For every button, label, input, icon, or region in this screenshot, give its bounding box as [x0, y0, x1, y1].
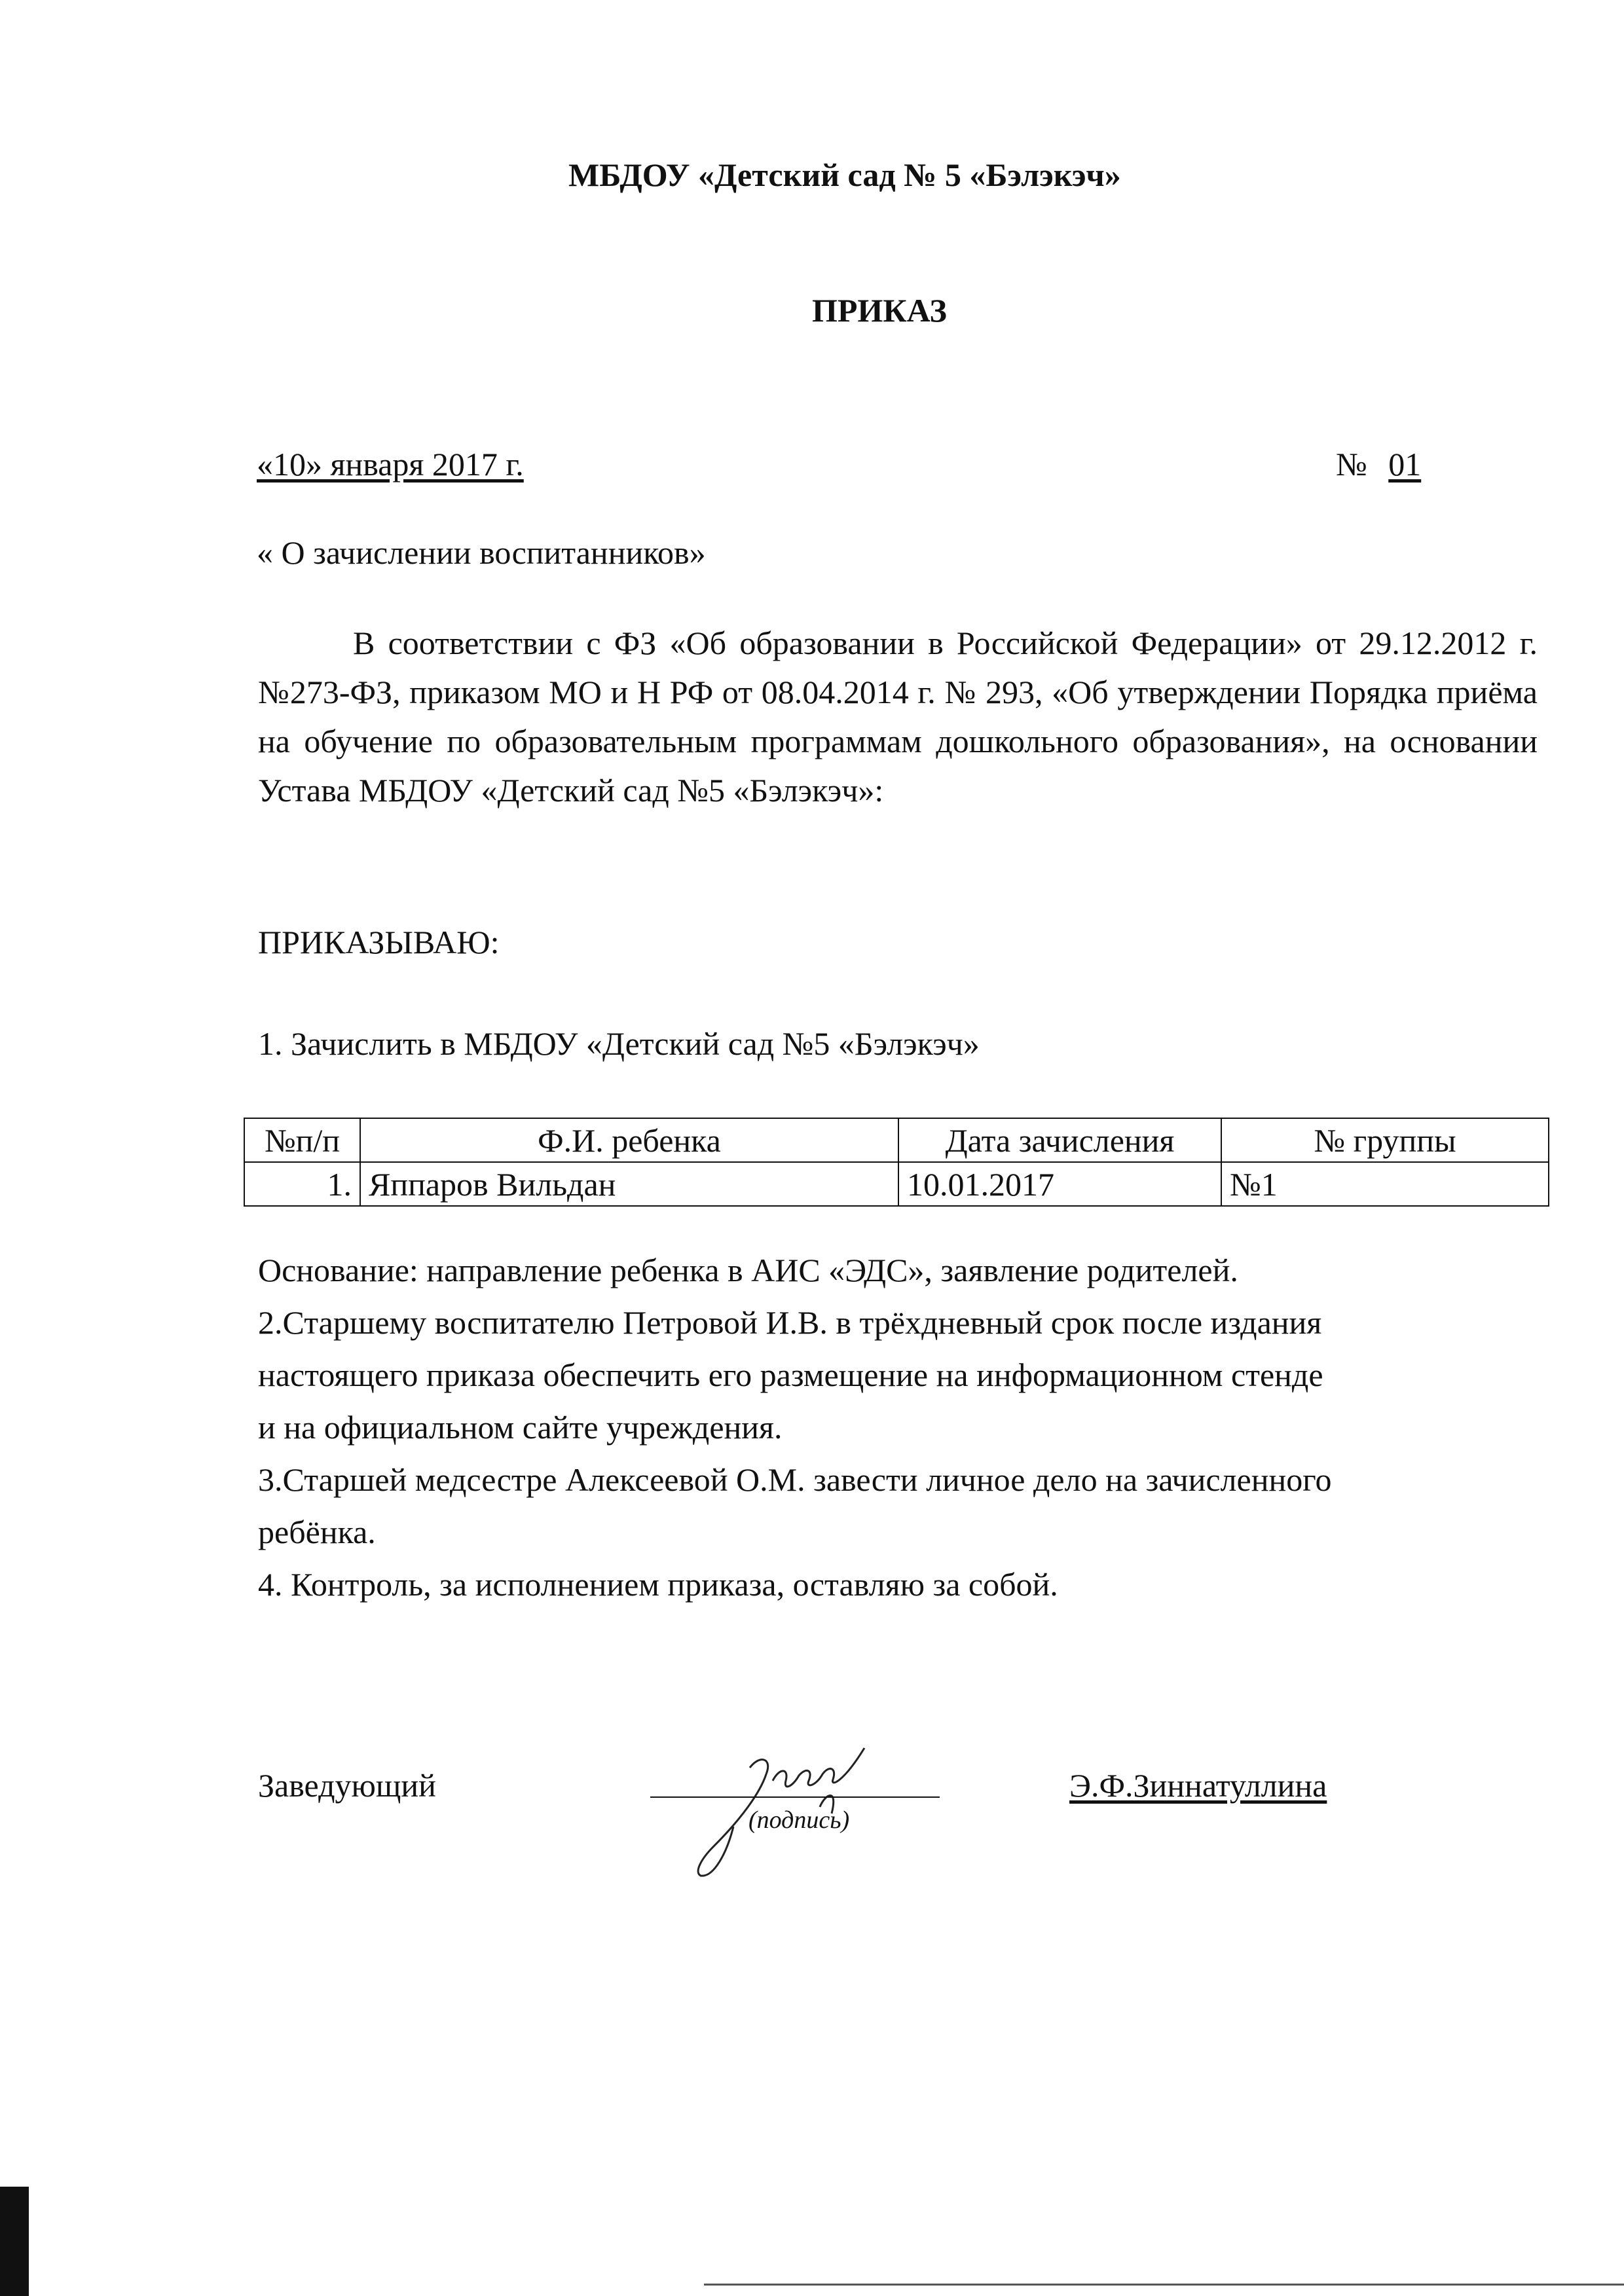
basis-line: Основание: направление ребенка в АИС «ЭДС», заявление родителей.	[258, 1252, 1238, 1288]
scan-edge-mark	[0, 2187, 29, 2296]
basis-paragraph: В соответствии с ФЗ «Об образовании в Российской Федерации» от 29.12.2012 г. №273-ФЗ, приказом МО и Н РФ от 08.04.2014 г. № 293, «Об утверждении Порядка приёма на обучение по образовательным программам дошкольного образования», на основании Устава МБДОУ «Детский сад №5 «Бэлэкэч»:	[258, 625, 1538, 809]
item-2-line-1: 2.Старшему воспитателю Петровой И.В. в трёхдневный срок после издания	[258, 1304, 1322, 1341]
order-number	[1336, 445, 1434, 483]
doc-type-title: ПРИКАЗ	[812, 292, 947, 329]
signature-line	[650, 1796, 940, 1798]
table-header-row	[244, 1118, 1549, 1162]
signatory-position: Заведующий	[258, 1767, 436, 1804]
scan-bottom-line	[704, 2284, 1624, 2286]
cell-number: 1.	[244, 1162, 360, 1206]
cell-child-name: Яппаров Вильдан	[360, 1162, 898, 1206]
order-items	[258, 1244, 1568, 1611]
item-3-line-1: 3.Старшей медсестре Алексеевой О.М. завести личное дело на зачисленного	[258, 1461, 1332, 1498]
item-2-line-3: и на официальном сайте учреждения.	[258, 1409, 783, 1446]
cell-date: 10.01.2017	[898, 1162, 1221, 1206]
order-subject: « О зачислении воспитанников»	[257, 534, 706, 571]
column-header-child-name: Ф.И. ребенка	[360, 1118, 898, 1162]
item-4: 4. Контроль, за исполнением приказа, оставляю за собой.	[258, 1566, 1058, 1603]
column-header-group: № группы	[1221, 1118, 1549, 1162]
cell-group: №1	[1221, 1162, 1549, 1206]
order-number-value: 01	[1388, 446, 1422, 483]
signature-caption: (подпись)	[748, 1806, 850, 1834]
table-row	[244, 1162, 1549, 1206]
order-word: ПРИКАЗЫВАЮ:	[258, 924, 500, 960]
pupils-table	[244, 1118, 1549, 1207]
item-3-line-2: ребёнка.	[258, 1514, 376, 1550]
item-1: 1. Зачислить в МБДОУ «Детский сад №5 «Бэлэкэч»	[258, 1025, 980, 1062]
organization-title: МБДОУ «Детский сад № 5 «Бэлэкэч»	[568, 156, 1121, 193]
order-date: «10» января 2017 г.	[257, 446, 524, 483]
signatory-name: Э.Ф.Зиннатуллина	[1069, 1767, 1327, 1804]
column-header-date: Дата зачисления	[898, 1118, 1221, 1162]
column-header-number: №п/п	[244, 1118, 360, 1162]
order-number-prefix: №	[1336, 446, 1367, 483]
item-2-line-2: настоящего приказа обеспечить его размещение на информационном стенде	[258, 1357, 1323, 1393]
